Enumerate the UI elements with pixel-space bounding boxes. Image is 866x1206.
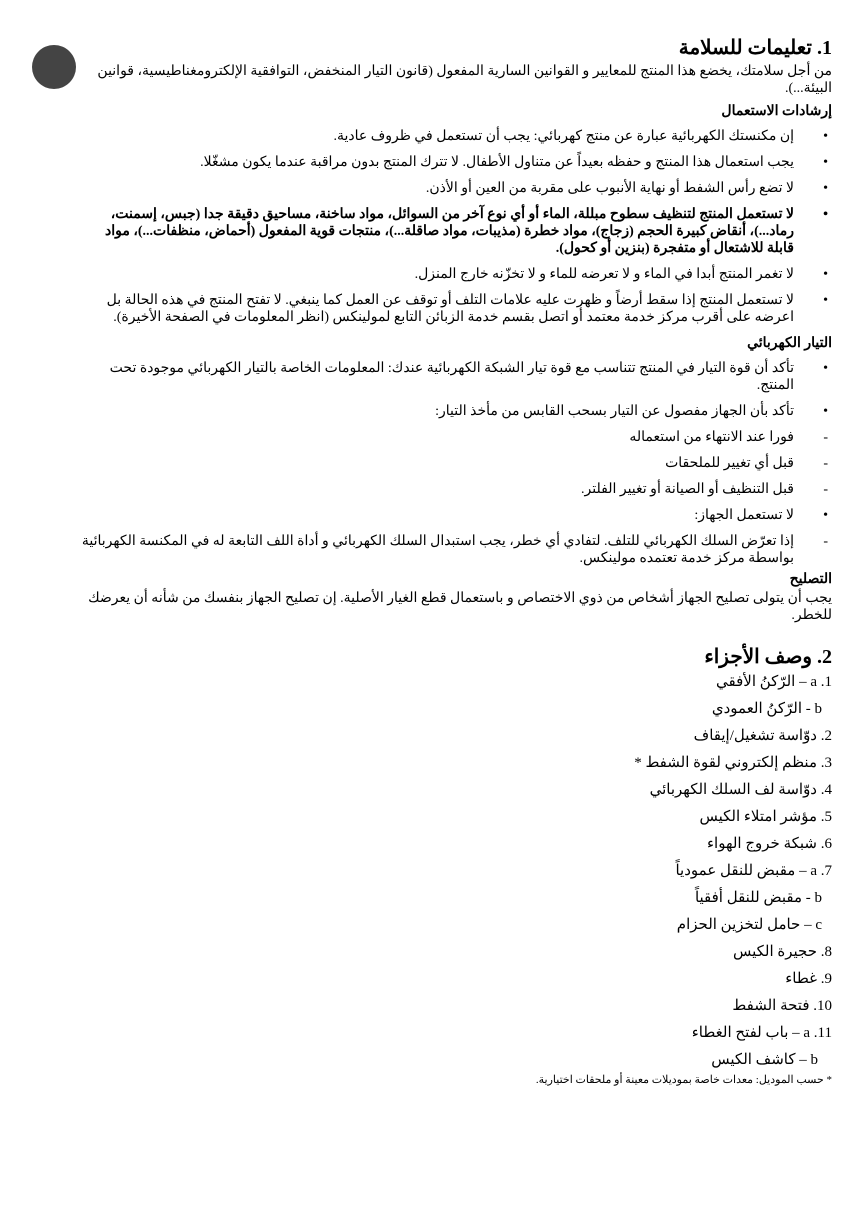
usage-item: • يجب استعمال هذا المنتج و حفظه بعيداً عن متناول الأطفال. لا تترك المنتج بدون مراقبة عندما يكون مشغّلا. — [200, 155, 828, 170]
usage-list — [76, 128, 832, 326]
electric-item: - قبل أي تغيير للملحقات — [665, 456, 828, 471]
part-item: 3. منظم إلكتروني لقوة الشفط * — [634, 755, 832, 771]
document-body — [76, 35, 832, 1086]
part-item: 8. حجيرة الكيس — [732, 944, 832, 960]
part-item: b - مقبض للنقل أفقياً — [694, 890, 822, 906]
page-marker-dot — [32, 45, 76, 89]
part-item: 11. a – باب لفتح الغطاء — [691, 1025, 832, 1041]
section-1-intro: من أجل سلامتك، يخضع هذا المنتج للمعايير و القوانين السارية المفعول (قانون التيار المنخفض، التوافقية الإلكترومغناطيسية، قوانين البيئة...). — [97, 64, 832, 96]
repair-heading: التصليح — [789, 572, 832, 587]
repair-text: يجب أن يتولى تصليح الجهاز أشخاص من ذوي الاختصاص و باستعمال قطع الغيار الأصلية. إن تصليح الجهاز بنفسك من شأنه أن يعرضك للخطر. — [88, 591, 832, 623]
part-item: 4. دوّاسة لف السلك الكهربائي — [649, 782, 832, 798]
electric-item: • لا تستعمل الجهاز: — [694, 508, 828, 523]
usage-item-warning: • لا تستعمل المنتج لتنظيف سطوح مبللة، الماء أو أي نوع آخر من السوائل، مواد ساخنة، مساحيق دقيقة جدا (جبس، إسمنت، رماد...)، أنقاض كبيرة الحجم (زجاج)، مواد خطرة (مذيبات، مواد صاقلة...)، منتجات قوية المفعول (أحماض، منظفات...)، مواد قابلة للاشتعال أو متفجرة (بنزين أو كحول). — [105, 207, 828, 256]
part-item: 9. غطاء — [785, 971, 832, 987]
part-item: 7. a – مقبض للنقل عمودياً — [675, 863, 832, 879]
footnote: * حسب الموديل: معدات خاصة بموديلات معينة أو ملحقات اختيارية. — [535, 1074, 832, 1086]
usage-item: • لا تضع رأس الشفط أو نهاية الأنبوب على مقربة من العين أو الأذن. — [425, 181, 828, 196]
part-item: b - الرّكنُ العمودي — [711, 701, 822, 717]
part-item: 1. a – الرّكنُ الأفقي — [716, 674, 832, 690]
section-1-title: 1. تعليمات للسلامة — [678, 37, 832, 59]
electric-item: • تأكد بأن الجهاز مفصول عن التيار بسحب القابس من مأخذ التيار: — [435, 404, 828, 419]
electric-item: • تأكد أن قوة التيار في المنتج تتناسب مع قوة تيار الشبكة الكهربائية عندك: المعلومات الخاصة بالتيار الكهربائي موجودة تحت المنتج. — [109, 361, 828, 393]
electric-item: - فورا عند الانتهاء من استعماله — [629, 430, 828, 445]
part-item: 10. فتحة الشفط — [732, 998, 832, 1014]
electric-item: - إذا تعرّض السلك الكهربائي للتلف. لتفادي أي خطر، يجب استبدال السلك الكهربائي و أداة اللف التابعة له في المكنسة الكهربائية بواسطة مركز خدمة تعتمده مولينكس. — [81, 534, 828, 566]
part-item: 2. دوّاسة تشغيل/إيقاف — [693, 728, 832, 744]
parts-list — [76, 673, 832, 1069]
section-2-title: 2. وصف الأجزاء — [704, 646, 832, 668]
part-item: 5. مؤشر امتلاء الكيس — [699, 809, 832, 825]
electric-item: - قبل التنظيف أو الصيانة أو تغيير الفلتر. — [581, 482, 828, 497]
part-item: 6. شبكة خروج الهواء — [706, 836, 832, 852]
electric-list — [76, 360, 832, 567]
part-item: b – كاشف الكيس — [711, 1052, 818, 1068]
electric-heading: التيار الكهربائي — [747, 336, 832, 351]
usage-item: • لا تستعمل المنتج إذا سقط أرضاً و ظهرت عليه علامات التلف أو توقف عن العمل كما ينبغي. لا تفتح المنتج في هذه الحالة بل اعرضه على أقرب مركز خدمة معتمد أو اتصل بقسم خدمة الزبائن التابع لمولينكس (انظر المعلومات في الصفحة الأخيرة). — [106, 293, 828, 325]
usage-heading: إرشادات الاستعمال — [721, 104, 832, 119]
usage-item: • إن مكنستك الكهربائية عبارة عن منتج كهربائي: يجب أن تستعمل في ظروف عادية. — [333, 129, 828, 144]
usage-item: • لا تغمر المنتج أبدا في الماء و لا تعرضه للماء و لا تخزّنه خارج المنزل. — [414, 267, 828, 282]
part-item: c – حامل لتخزين الحزام — [676, 917, 822, 933]
